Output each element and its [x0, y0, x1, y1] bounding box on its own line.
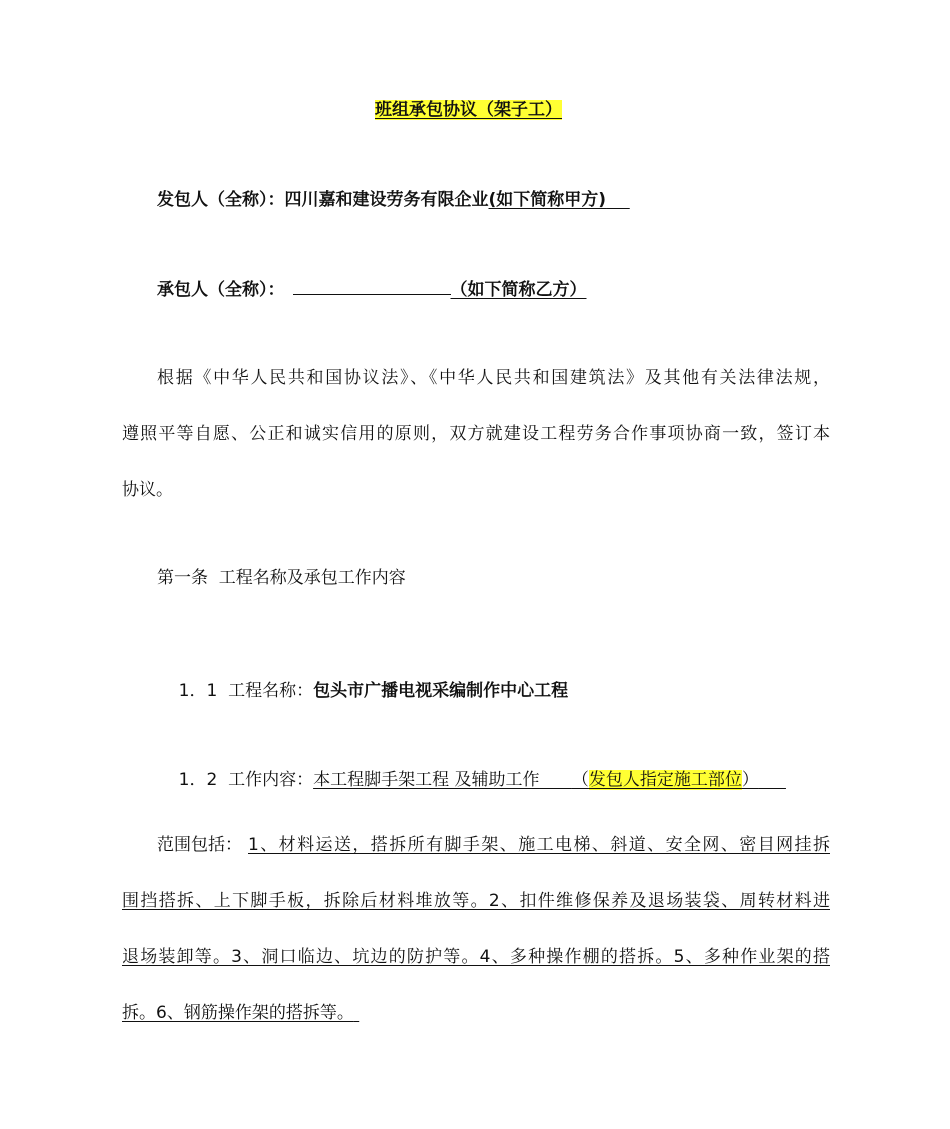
paren-close: ）	[741, 770, 759, 790]
title-text: 班组承包协议（架子工）	[375, 100, 562, 120]
scope-label: 范围包括：	[157, 835, 242, 855]
party-b-suffix: （如下简称乙方）	[450, 280, 587, 300]
preamble-line-3: 协议。	[122, 480, 173, 500]
document-title	[375, 98, 562, 122]
scope-line-3: 退场装卸等。3、洞口临边、坑边的防护等。4、多种操作棚的搭拆。5、多种作业架的搭	[122, 947, 830, 967]
item-1-1	[157, 655, 568, 727]
scope-text-1: 1、材料运送，搭拆所有脚手架、施工电梯、斜道、安全网、密目网挂拆	[248, 835, 830, 855]
item-1-2-label: 1．2 工作内容：	[178, 770, 314, 790]
item-1-1-label: 1．1 工程名称：	[178, 681, 314, 701]
party-a-label: 发包人（全称）：	[157, 190, 285, 210]
preamble-line-1: 根据《中华人民共和国协议法》、《中华人民共和国建筑法》及其他有关法律法规，	[157, 368, 830, 388]
designated-area-highlight: 发包人指定施工部位	[588, 770, 742, 790]
scope-trailing-blank	[354, 1003, 359, 1023]
scope-line-4	[122, 1001, 359, 1025]
work-content-gap	[539, 770, 571, 790]
party-a-line	[157, 188, 630, 212]
item-1-2-trailing-blank	[759, 770, 786, 790]
article-1-heading: 第一条 工程名称及承包工作内容	[157, 568, 406, 588]
party-a-suffix: (如下简称甲方)	[488, 190, 607, 210]
item-1-2	[157, 744, 786, 816]
scope-line-1	[157, 833, 830, 857]
scope-line-2: 围挡搭拆、上下脚手板，拆除后材料堆放等。2、扣件维修保养及退场装袋、周转材料进	[122, 891, 830, 911]
work-content: 本工程脚手架工程 及辅助工作	[313, 770, 540, 790]
party-a-trailing-blank	[606, 190, 630, 210]
project-name: 包头市广播电视采编制作中心工程	[313, 681, 569, 701]
scope-text-4: 拆。6、钢筋操作架的搭拆等。	[122, 1003, 354, 1023]
paren-open: （	[571, 770, 589, 790]
party-b-line	[157, 276, 587, 302]
party-b-label: 承包人（全称）：	[157, 280, 285, 300]
party-b-name-blank	[293, 276, 451, 295]
preamble-line-2: 遵照平等自愿、公正和诚实信用的原则，双方就建设工程劳务合作事项协商一致，签订本	[122, 424, 830, 444]
party-a-name: 四川嘉和建设劳务有限企业	[284, 190, 489, 210]
